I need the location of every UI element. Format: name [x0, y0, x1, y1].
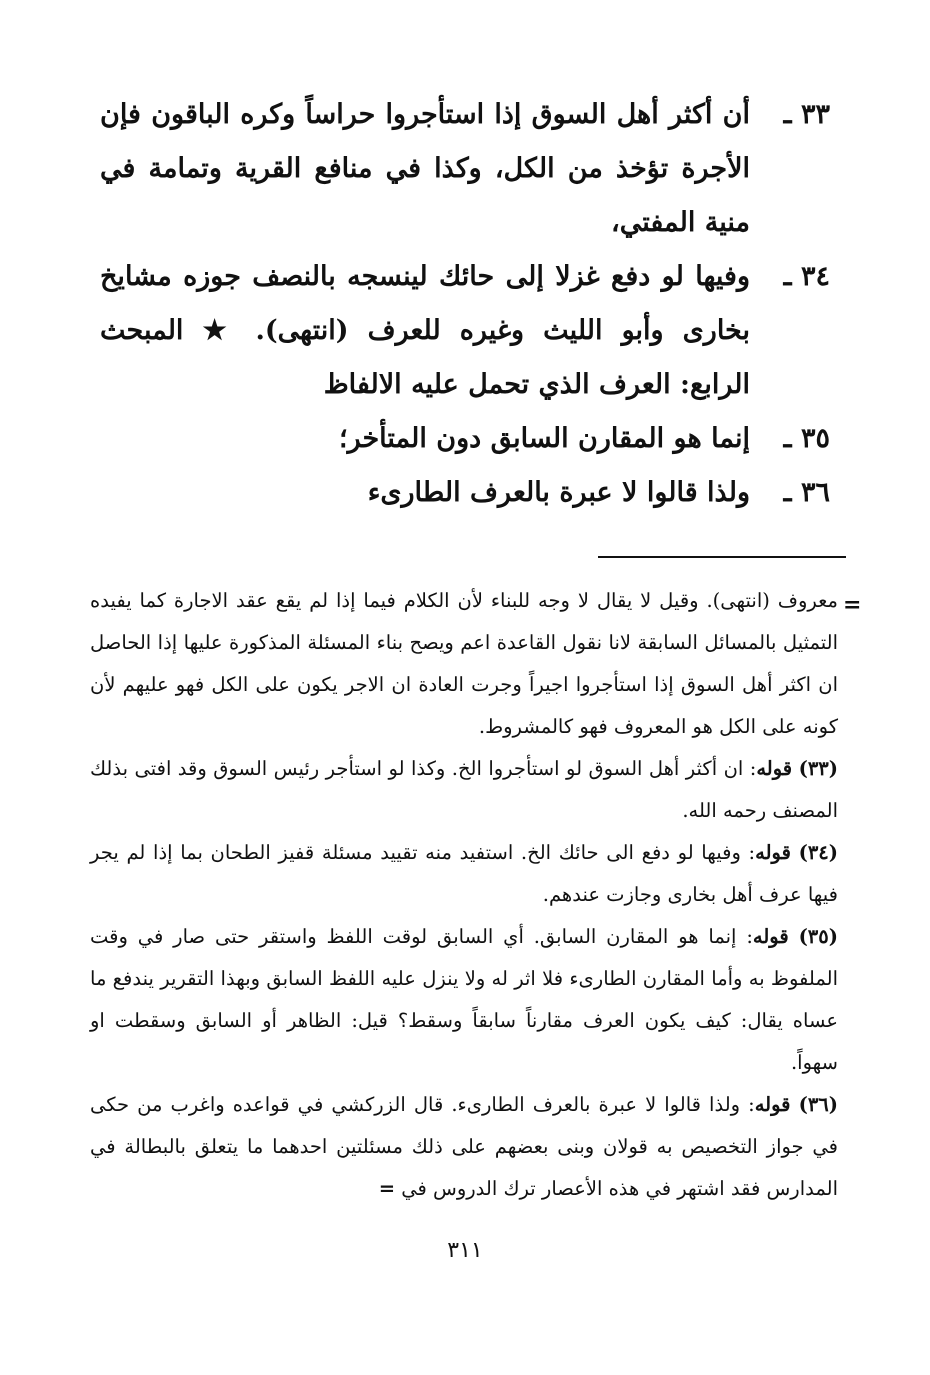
footnote-label: قوله	[752, 925, 789, 948]
footnote-marker: (٣٣)	[798, 757, 838, 780]
main-entry-35	[100, 412, 830, 466]
footnote-text: : إنما هو المقارن السابق. أي السابق لوقت اللفظ واستقر حتى صار في وقت الملفوظ به وأما المقارن الطارىء فلا اثر له ولا ينزل عليه اللفظ السابق وبهذا التقرير يندفع ما عساه يقال: كيف يكون العرف مقارناً سابقاً وسقط؟ قيل: الظاهر أو السابق وسقطت او سهواً.	[90, 925, 838, 1074]
footnote-33	[90, 748, 838, 832]
entry-text: إنما هو المقارن السابق دون المتأخر؛	[339, 423, 750, 454]
footnote-marker: (٣٦)	[798, 1093, 838, 1116]
main-entry-34	[100, 250, 830, 412]
page-number: ٣١١	[447, 1238, 483, 1263]
continuation-marker: =	[843, 592, 862, 618]
footnote-label: قوله	[756, 757, 793, 780]
entry-number: ٣٣ ـ	[783, 99, 830, 130]
entry-number: ٣٦ ـ	[783, 477, 830, 508]
footnote-marker: (٣٤)	[798, 841, 838, 864]
main-text	[100, 88, 830, 520]
footnote-text: : ان أكثر أهل السوق لو استأجروا الخ. وكذا لو استأجر رئيس السوق وقد افتى بذلك المصنف رحمه الله.	[90, 757, 838, 822]
footnote-label: قوله	[755, 841, 791, 864]
entry-text: أن أكثر أهل السوق إذا استأجروا حراساً وكره الباقون فإن الأجرة تؤخذ من الكل، وكذا في منافع القرية وتمامة في منية المفتي،	[100, 99, 750, 238]
trailing-continuation-marker: =	[378, 1177, 396, 1200]
footnotes	[90, 580, 838, 1210]
main-entry-36	[100, 466, 830, 520]
footnote-36	[90, 1084, 838, 1210]
footnote-text: : وفيها لو دفع الى حائك الخ. استفيد منه تقييد مسئلة قفيز الطحان بما إذا لم يجر فيها عرف أهل بخارى وجازت عندهم.	[90, 841, 838, 906]
footnote-continuation: معروف (انتهى). وقيل لا يقال لا وجه للبناء لأن الكلام فيما إذا لم يقع عقد الاجارة كما يفيده التمثيل بالمسائل السابقة لانا نقول القاعدة اعم ويصح بناء المسئلة المذكورة عليها إذا الحاصل ان اكثر أهل السوق إذا استأجروا اجيراً وجرت العادة ان الاجر يكون على الكل فهو عليهم لأن كونه على الكل هو المعروف فهو كالمشروط.	[90, 589, 838, 738]
footnote-label: قوله	[754, 1093, 791, 1116]
footnote-marker: (٣٥)	[798, 925, 838, 948]
footnote-separator	[598, 556, 846, 558]
entry-number: ٣٤ ـ	[783, 261, 830, 292]
footnote-34	[90, 832, 838, 916]
footnote-35	[90, 916, 838, 1084]
footnote-text: : ولذا قالوا لا عبرة بالعرف الطارىء. قال الزركشي في قواعده واغرب من حكى في جواز التخصيص به قولان وبنى بعضهم على ذلك مسئلتين احدهما ما يتعلق بالبطالة في المدارس فقد اشتهر في هذه الأعصار ترك الدروس في	[90, 1093, 838, 1200]
entry-number: ٣٥ ـ	[783, 423, 830, 454]
entry-text: وفيها لو دفع غزلا إلى حائك لينسجه بالنصف جوزه مشايخ بخارى وأبو الليث وغيره للعرف (انتهى). ★ المبحث الرابع: العرف الذي تحمل عليه الالفاظ	[100, 261, 750, 400]
main-entry-33	[100, 88, 830, 250]
entry-text: ولذا قالوا لا عبرة بالعرف الطارىء	[367, 477, 750, 508]
